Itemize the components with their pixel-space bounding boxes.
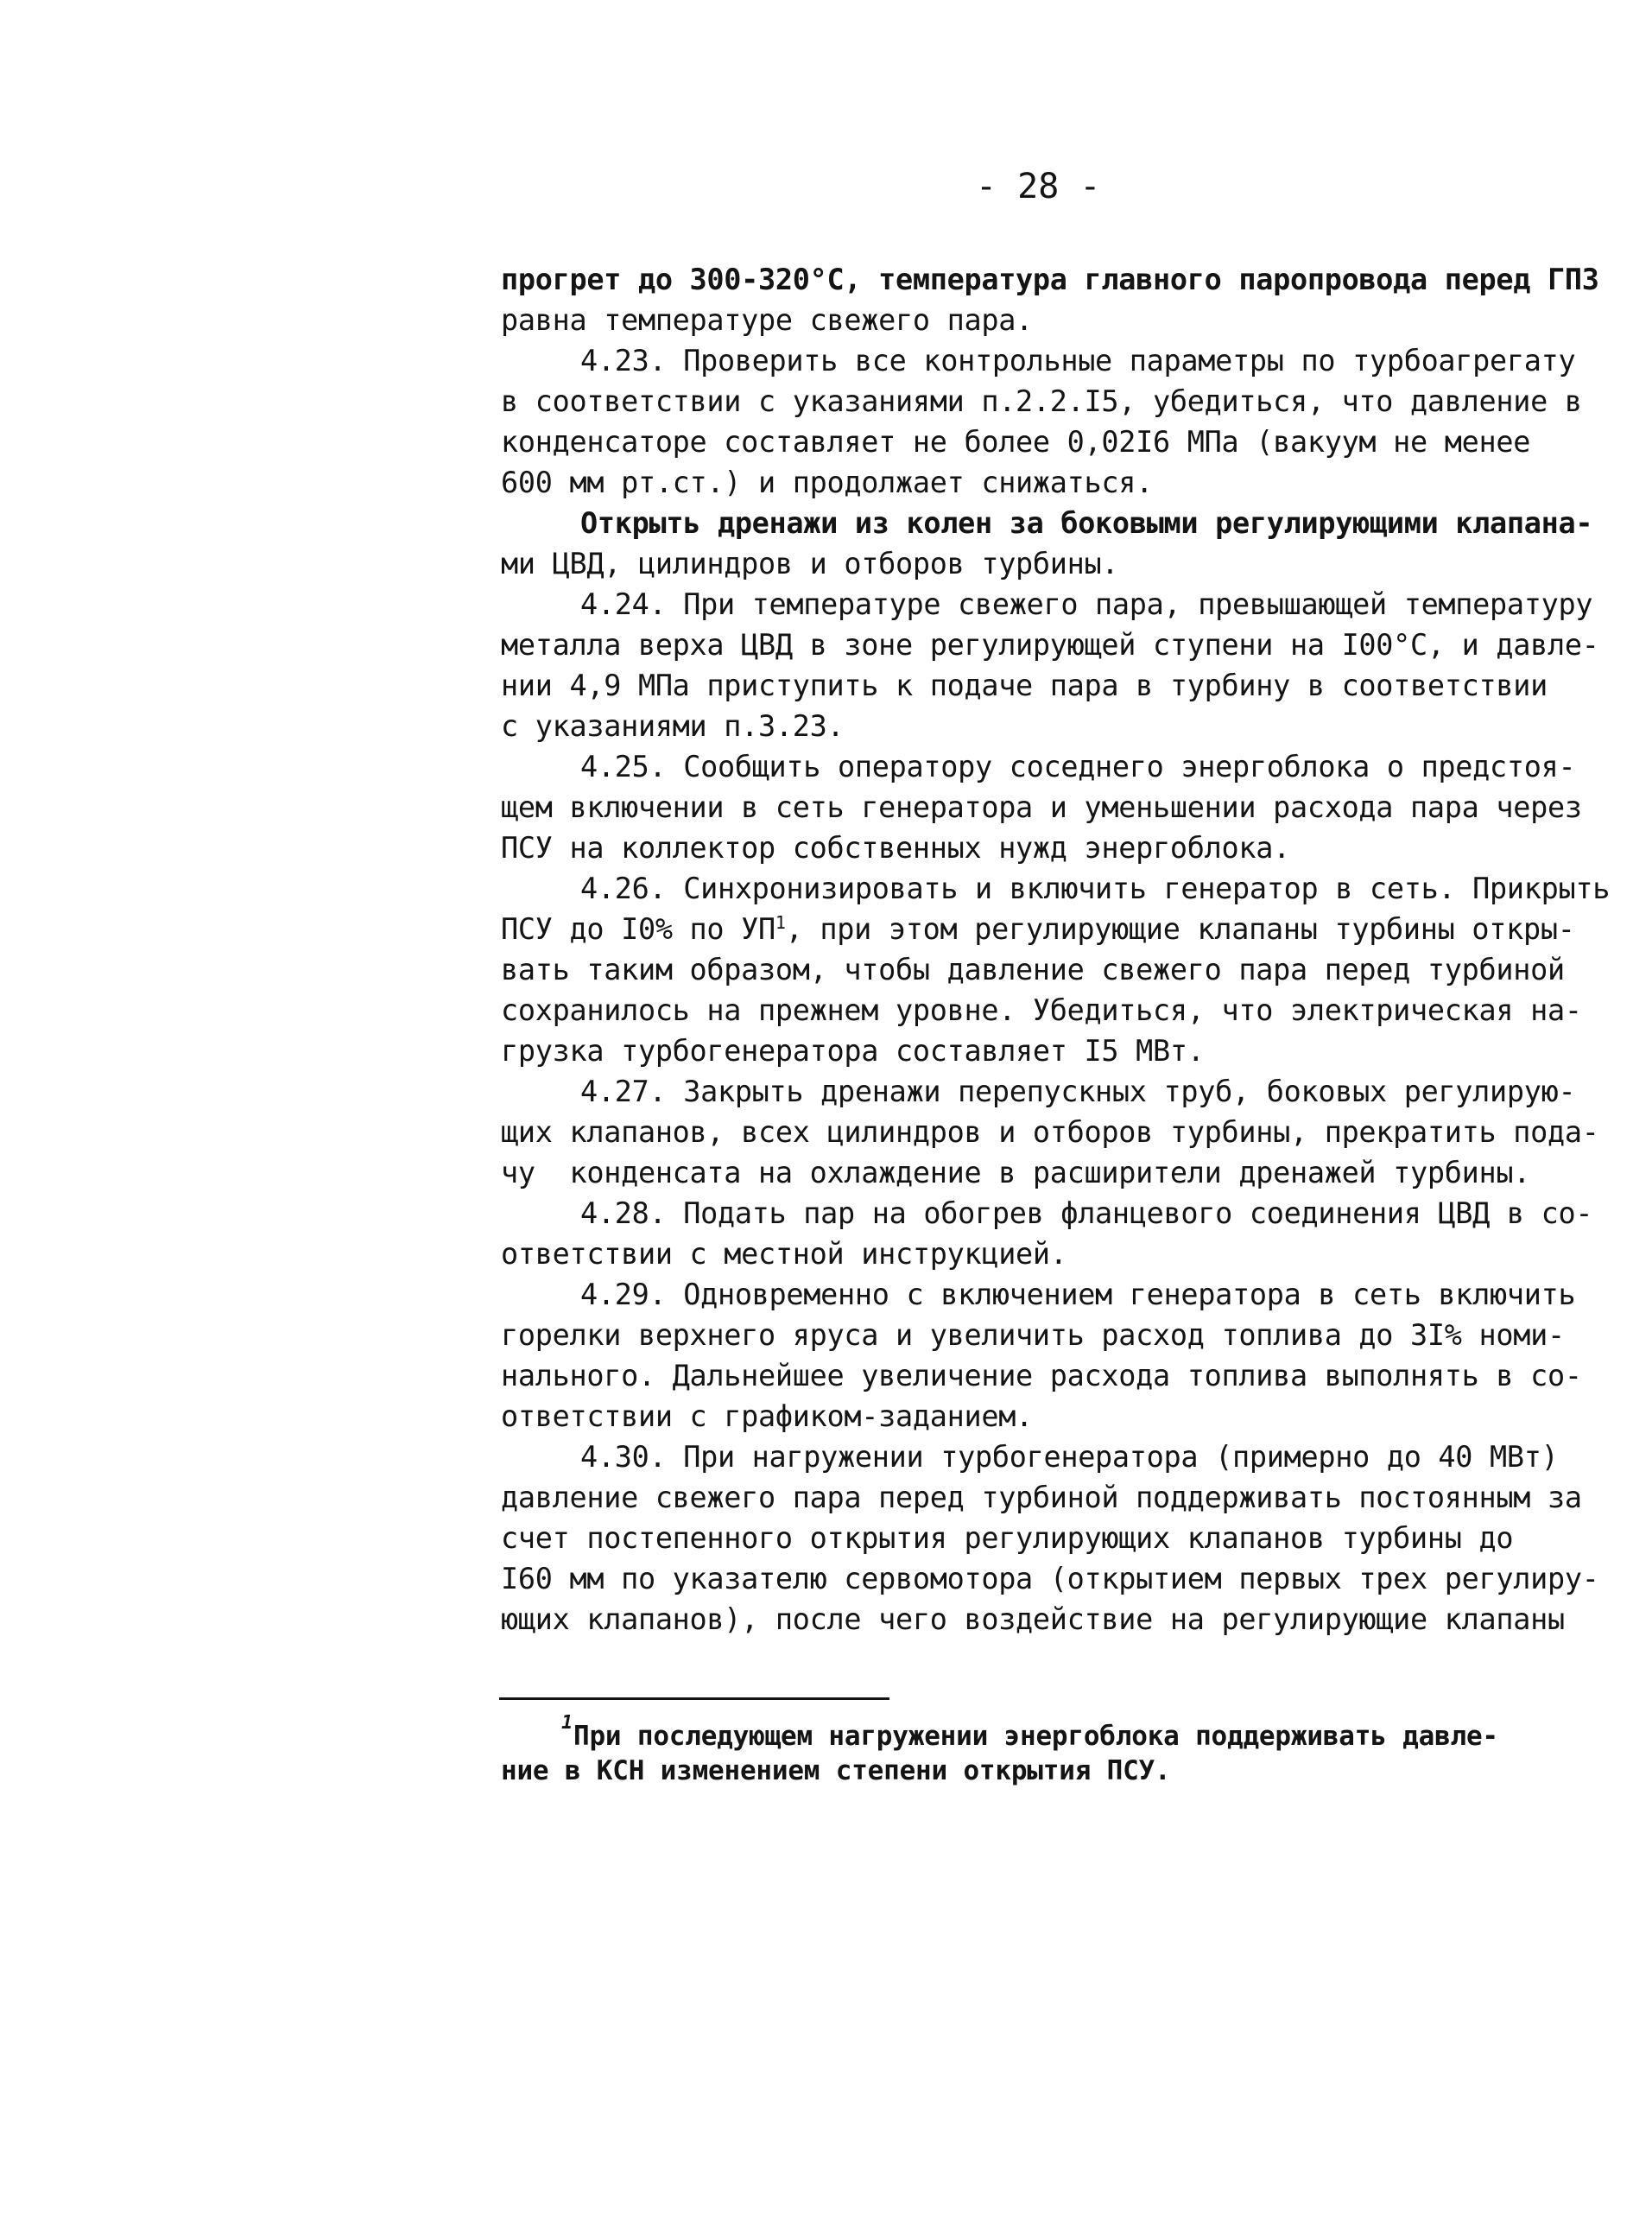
text-segment: , при этом регулирующие клапаны турбины откры-	[785, 912, 1575, 946]
text-line: I60 мм по указателю сервомотора (открытием первых трех регулиру-	[501, 1562, 1599, 1595]
text-segment: ПСУ до I0% по УП	[501, 912, 775, 946]
text-line: 4.30. При нагружении турбогенератора (примерно до 40 МВт)	[580, 1440, 1559, 1474]
footnote-line: При последующем нагружении энергоблока поддерживать давле-	[573, 1721, 1498, 1752]
footnote-reference: 1	[775, 911, 786, 933]
text-line: 4.28. Подать пар на обогрев фланцевого соединения ЦВД в со-	[580, 1196, 1593, 1230]
text-line: сохранилось на прежнем уровне. Убедиться, что электрическая на-	[501, 993, 1582, 1027]
text-line: вать таким образом, чтобы давление свежего пара перед турбиной	[501, 953, 1565, 986]
text-line: чу конденсата на охлаждение в расширители дренажей турбины.	[501, 1156, 1531, 1189]
text-line: нии 4,9 МПа приступить к подаче пара в турбину в соответствии	[501, 669, 1548, 702]
text-line: грузка турбогенератора составляет I5 МВт.	[501, 1034, 1205, 1068]
text-line: металла верха ЦВД в зоне регулирующей ступени на I00°С, и давле-	[501, 628, 1599, 662]
text-line: равна температуре свежего пара.	[501, 303, 1033, 337]
text-line: ющих клапанов), после чего воздействие на регулирующие клапаны	[501, 1602, 1565, 1636]
text-line: ми ЦВД, цилиндров и отборов турбины.	[501, 547, 1119, 580]
text-line: 4.26. Синхронизировать и включить генератор в сеть. Прикрыть	[580, 872, 1611, 905]
text-line: с указаниями п.3.23.	[501, 709, 845, 743]
text-line: щем включении в сеть генератора и уменьшении расхода пара через	[501, 790, 1582, 824]
footnote-line: ние в КСН изменением степени открытия ПСУ.	[501, 1755, 1171, 1786]
text-line: ответствии с графиком-заданием.	[501, 1399, 1033, 1433]
text-line: прогрет до 300-320°С, температура главного паропровода перед ГПЗ	[501, 263, 1599, 296]
text-line	[501, 909, 1575, 950]
footnote-mark: 1	[561, 1712, 573, 1734]
text-line: 4.25. Сообщить оператору соседнего энергоблока о предстоя-	[580, 750, 1576, 783]
text-line: в соответствии с указаниями п.2.2.I5, убедиться, что давление в	[501, 384, 1582, 418]
text-line: горелки верхнего яруса и увеличить расход топлива до 3I% номи-	[501, 1318, 1565, 1352]
text-line: Открыть дренажи из колен за боковыми регулирующими клапана-	[580, 506, 1593, 540]
text-line: давление свежего пара перед турбиной поддерживать постоянным за	[501, 1481, 1582, 1514]
text-line: нального. Дальнейшее увеличение расхода топлива выполнять в со-	[501, 1359, 1582, 1392]
text-line: счет постепенного открытия регулирующих клапанов турбины до	[501, 1521, 1514, 1555]
text-line: 4.23. Проверить все контрольные параметры по турбоагрегату	[580, 344, 1576, 377]
text-line: 4.27. Закрыть дренажи перепускных труб, боковых регулирую-	[580, 1075, 1576, 1108]
text-line: 4.24. При температуре свежего пара, превышающей температуру	[580, 587, 1593, 621]
page-number: - 28 -	[976, 167, 1101, 206]
text-line: конденсаторе составляет не более 0,02I6 МПа (вакуум не менее	[501, 425, 1531, 459]
text-line: ответствии с местной инструкцией.	[501, 1237, 1067, 1271]
text-line: 4.29. Одновременно с включением генератора в сеть включить	[580, 1278, 1576, 1311]
text-line: ПСУ на коллектор собственных нужд энергоблока.	[501, 831, 1290, 865]
text-line: 600 мм рт.ст.) и продолжает снижаться.	[501, 466, 1154, 499]
text-line: щих клапанов, всех цилиндров и отборов турбины, прекратить пода-	[501, 1115, 1599, 1149]
footnote-divider	[499, 1697, 889, 1700]
